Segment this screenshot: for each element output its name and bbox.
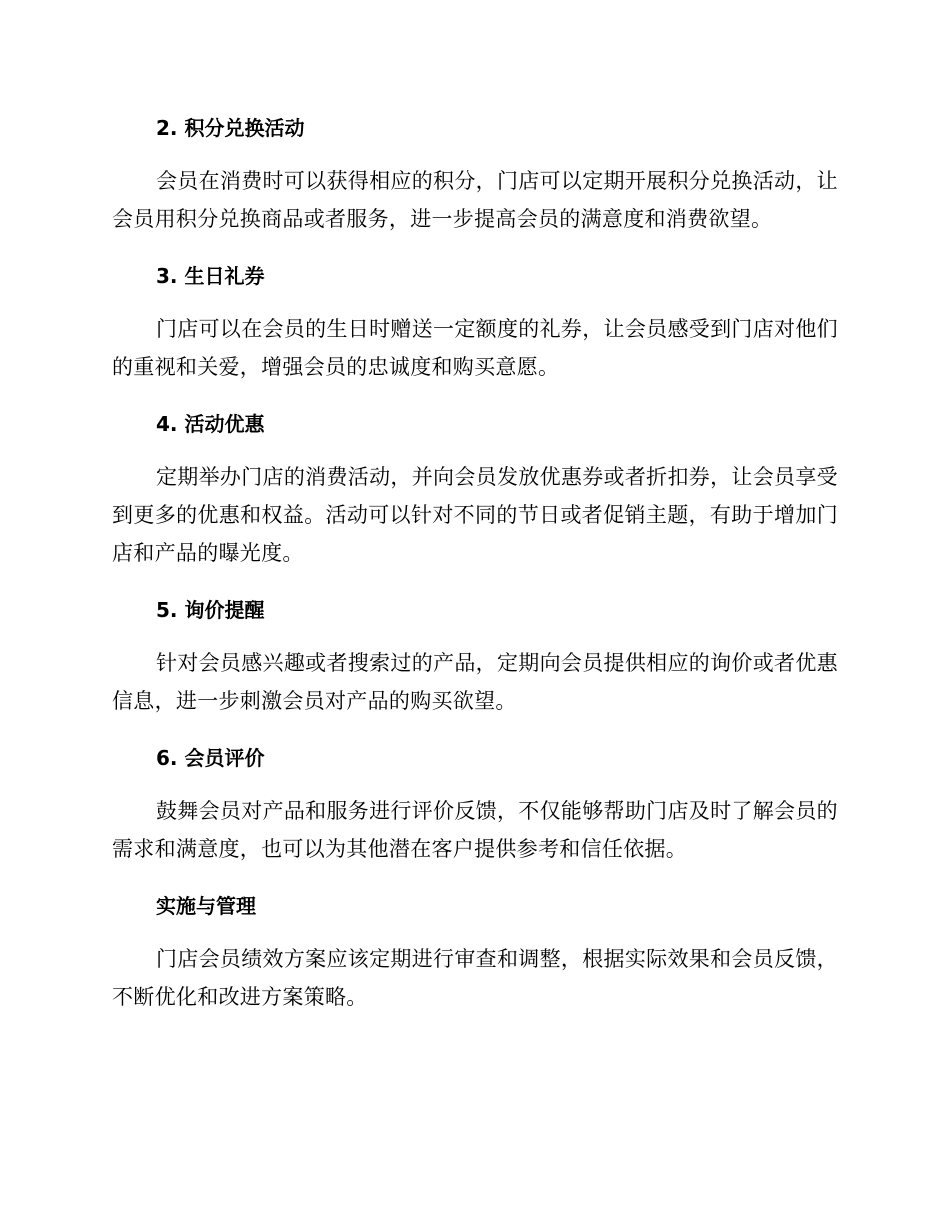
section-points-exchange xyxy=(112,108,838,238)
section-price-reminder xyxy=(112,590,838,720)
section-paragraph: 针对会员感兴趣或者搜索过的产品，定期向会员提供相应的询价或者优惠信息，进一步刺激会员对产品的购买欲望。 xyxy=(112,651,838,713)
section-event-discount xyxy=(112,404,838,572)
section-heading: 4. 活动优惠 xyxy=(156,412,265,436)
section-implementation xyxy=(112,886,838,1016)
section-paragraph: 鼓舞会员对产品和服务进行评价反馈，不仅能够帮助门店及时了解会员的需求和满意度，也可以为其他潜在客户提供参考和信任依据。 xyxy=(112,799,838,861)
section-heading: 实施与管理 xyxy=(156,894,256,918)
section-paragraph: 门店会员绩效方案应该定期进行审查和调整，根据实际效果和会员反馈，不断优化和改进方案策略。 xyxy=(112,947,838,1009)
section-paragraph: 定期举办门店的消费活动，并向会员发放优惠券或者折扣券，让会员享受到更多的优惠和权益。活动可以针对不同的节日或者促销主题，有助于增加门店和产品的曝光度。 xyxy=(112,465,838,565)
section-paragraph: 会员在消费时可以获得相应的积分，门店可以定期开展积分兑换活动，让会员用积分兑换商品或者服务，进一步提高会员的满意度和消费欲望。 xyxy=(112,169,838,231)
section-birthday-coupon xyxy=(112,256,838,386)
section-heading: 5. 询价提醒 xyxy=(156,598,265,622)
section-paragraph: 门店可以在会员的生日时赠送一定额度的礼券，让会员感受到门店对他们的重视和关爱，增强会员的忠诚度和购买意愿。 xyxy=(112,317,838,379)
section-heading: 3. 生日礼券 xyxy=(156,264,265,288)
section-heading: 6. 会员评价 xyxy=(156,746,265,770)
section-heading: 2. 积分兑换活动 xyxy=(156,116,305,140)
section-member-review xyxy=(112,738,838,868)
